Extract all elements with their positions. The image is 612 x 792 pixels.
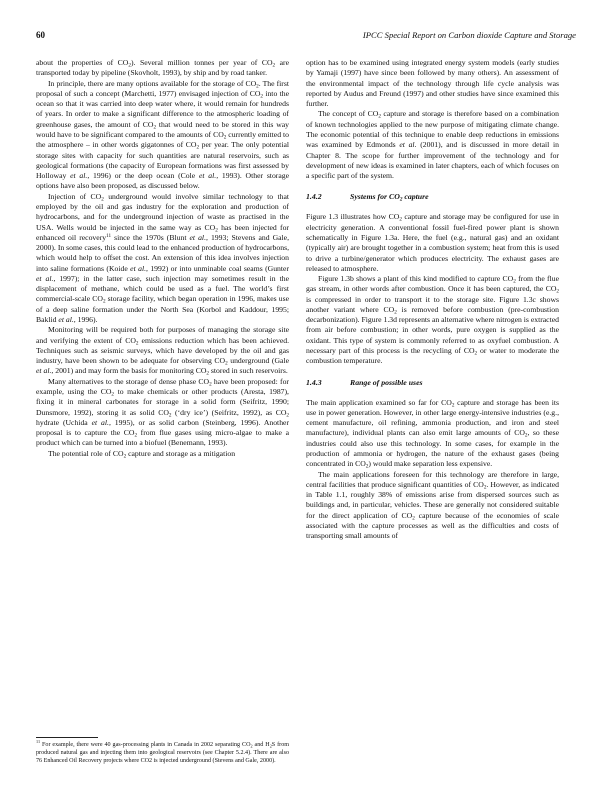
co2-formula: $CO_2$: [388, 212, 402, 223]
paragraph: Injection of $CO_2$ underground would involve similar technology to that employed by the oil and gas industry for the exploration and production of hydrocarbons, and for the underground injection of waste as practised in the USA. Wells would be injected in the same way as $CO_2$ has been injected for enhanced oil recovery$^{11}$ since the 1970s (Blunt et al., 1993; Stevens and Gale, 2000). In some cases, this could lead to the enhanced production of hydrocarbons, which would help to offset the cost. An extension of this idea involves injection into saline formations (Koide et al., 1992) or into unminable coal seams (Gunter et al., 1997); in the latter case, such injection may sometimes result in the displacement of methane, which could be used as a fuel. The world’s first commercial-scale $CO_2$ storage facility, which began operation in 1996, makes use of a deep saline formation under the North Sea (Korbol and Kaddour, 1995; Baklid et al., 1996).: [36, 191, 290, 325]
paragraph: about the properties of $CO_2$). Several million tonnes per year of $CO_2$ are transported today by pipeline (Skovholt, 1993), by ship and by road tanker.: [36, 58, 289, 78]
co2-formula: $CO_2$: [502, 274, 516, 285]
co2-formula: $CO_2$: [545, 284, 559, 295]
paragraph: option has to be examined using integrated energy system models (early studies by Yamaji (1997) have since been followed by many others). An assessment of the environmental impact of the technology through life cycle analysis was reported by Audus and Freund (1997) and other studies have since examined this further.: [306, 58, 559, 109]
co2-formula: $CO_2$: [383, 304, 397, 316]
paragraph: In principle, there are many options available for the storage of $CO_2$. The first proposal of such a concept (Marchetti, 1977) envisaged injection of $CO_2$ into the ocean so that it was carried into deep water where, it would remain for hundreds of years. In order to make a significant difference to the atmospheric loading of greenhouse gases, the amount of $CO_2$ that would need to be stored in this way would have to be significant compared to the amounts of $CO_2$ currently emitted to the atmosphere – in other words gigatonnes of $CO_2$ per year. The only potential storage sites with capacity for such quantities are natural reservoirs, such as geological formations (the capacity of European formations was first assessed by Holloway et al., 1996) or the deep ocean (Cole et al., 1993). Other storage options have also been proposed, as discussed below.: [36, 78, 290, 191]
co2-formula: $CO_2$: [249, 88, 264, 100]
co2-formula: $CO_2$: [355, 459, 369, 470]
co2-formula: $CO_2$: [158, 407, 172, 419]
paragraph: Many alternatives to the storage of dense phase $CO_2$ have been proposed: for example, using the $CO_2$ to make chemicals or other products (Aresta, 1987), fixing it in mineral carbonates for storage in a solid form (Seifritz, 1990; Dunsmore, 1992), storing it as solid $CO_2$ (‘dry ice’) (Seifritz, 1992), as $CO_2$ hydrate (Uchida et al., 1995), or as solid carbon (Steinberg, 1996). Another proposal is to capture the $CO_2$ from flue gases using micro-algae to make a product which can be turned into a biofuel (Benemann, 1993).: [36, 376, 290, 448]
co2-formula: $CO_2$: [214, 356, 228, 367]
paragraph: The concept of $CO_2$ capture and storage is therefore based on a combination of known technologies applied to the new purpose of mitigating climate change. The economic potential of this technique to enable deep reductions in emissions was examined by Edmonds et al. (2001), and is discussed in more detail in Chapter 8. The scope for further improvement of the technology and for development of new ideas is examined in later chapters, each of which focuses on a specific part of the system.: [306, 109, 559, 181]
co2-formula: $CO_2$: [389, 192, 403, 203]
footnote-marker: 11: [106, 232, 112, 239]
co2-formula: $CO_2$: [117, 58, 131, 69]
co2-formula: $CO_2$: [367, 109, 381, 120]
left-column: [36, 58, 289, 459]
paragraph: Figure 1.3 illustrates how $CO_2$ capture and storage may be configured for use in electricity generation. A conventional fossil fuel-fired power plant is shown schematically in Figure 1.3a. Here, the fuel (e.g., natural gas) and an oxidant (typically air) are brought together in a combustion system; heat from this is used to drive a turbine/generator which produces electricity. The exhaust gases are released to atmosphere.: [306, 212, 559, 273]
co2-formula: $CO_2$: [90, 191, 104, 203]
co2-formula: $CO_2$: [242, 742, 253, 749]
co2-formula: $CO_2$: [463, 346, 478, 357]
co2-formula: $CO_2$: [514, 428, 528, 439]
co2-formula: $CO_2$: [401, 510, 415, 522]
footnote: $^{11}$ For example, there were 40 gas-processing plants in Canada in 2002 separating $CO_2$ and $H_2S$ from produced natural gas and injecting them into geological reservoirs (see Chapter 5.2.4). There are also 76 Enhanced Oil Recovery projects where CO2 is injected underground (Stevens and Gale, 2000).: [36, 739, 289, 765]
right-column: [306, 58, 559, 542]
co2-formula: $CO_2$: [112, 448, 127, 460]
paragraph: Monitoring will be required both for purposes of managing the storage site and verifying the extent of $CO_2$ emissions reduction which has been achieved. Techniques such as seismic surveys, which have developed by the oil and gas industry, have been shown to be adequate for observing $CO_2$ underground (Gale et al., 2001) and may form the basis for monitoring $CO_2$ stored in such reservoirs.: [36, 325, 290, 377]
paragraph: Figure 1.3b shows a plant of this kind modified to capture $CO_2$ from the flue gas stream, in other words after combustion. Once it has been captured, the $CO_2$ is compressed in order to transport it to the storage site. Figure 1.3c shows another variant where $CO_2$ is removed before combustion (pre-combustion decarbonization). Figure 1.3d represents an alternative where nitrogen is extracted from air before combustion; in other words, pure oxygen is supplied as the oxidant. This type of system is commonly referred to as oxyfuel combustion. A necessary part of this process is the recycling of $CO_2$ or water to moderate the combustion temperature.: [306, 274, 560, 366]
co2-formula: $CO_2$: [213, 129, 227, 141]
section-heading-1-4-3: 1.4.3 Range of possible uses: [306, 377, 423, 387]
co2-formula: $CO_2$: [204, 222, 218, 233]
paragraph: The potential role of $CO_2$ capture and storage as a mitigation: [48, 448, 236, 460]
co2-formula: $CO_2$: [195, 366, 209, 377]
co2-formula: $CO_2$: [473, 479, 487, 491]
co2-formula: $CO_2$: [198, 376, 212, 388]
co2-formula: $CO_2$: [261, 58, 276, 69]
co2-formula: $CO_2$: [441, 397, 455, 409]
paragraph: The main applications foreseen for this technology are therefore in large, central facilities that produce significant quantities of $CO_2$. However, as indicated in Table 1.1, roughly 38% of emissions arise from dispersed sources such as buildings and, in particular, vehicles. These are generally not considered suitable for the direct application of $CO_2$ capture because of the economies of scale associated with the capture processes as well as the difficulties and costs of transporting small amounts of: [306, 469, 559, 541]
section-heading-1-4-2: 1.4.2 Systems for $CO_2$ capture: [306, 192, 429, 203]
co2-formula: $CO_2$: [142, 119, 157, 131]
footnote-rule: [36, 737, 98, 738]
co2-formula: $CO_2$: [92, 294, 106, 305]
co2-formula: $CO_2$: [185, 140, 200, 151]
co2-formula: $CO_2$: [100, 387, 114, 398]
footnote-number: 11: [36, 739, 41, 744]
h2s-formula: $H_2S$: [265, 742, 276, 749]
page-number: 60: [36, 30, 45, 40]
co2-formula: $CO_2$: [125, 335, 139, 347]
co2-formula: $CO_2$: [275, 407, 289, 419]
running-header: IPCC Special Report on Carbon dioxide Capture and Storage: [362, 30, 576, 40]
co2-formula: $CO_2$: [245, 78, 259, 90]
paragraph: The main application examined so far for $CO_2$ capture and storage has been its use in power generation. However, in other large energy-intensive industries (e.g., cement manufacture, oil refining, ammonia production, and iron and steel manufacture), individual plants can also emit large amounts of $CO_2$, so these industries could also use this technology. In some cases, for example in the production of ammonia or hydrogen, the nature of the exhaust gases (being concentrated in $CO_2$) would make separation less expensive.: [306, 397, 559, 470]
co2-formula: $CO_2$: [123, 428, 138, 439]
